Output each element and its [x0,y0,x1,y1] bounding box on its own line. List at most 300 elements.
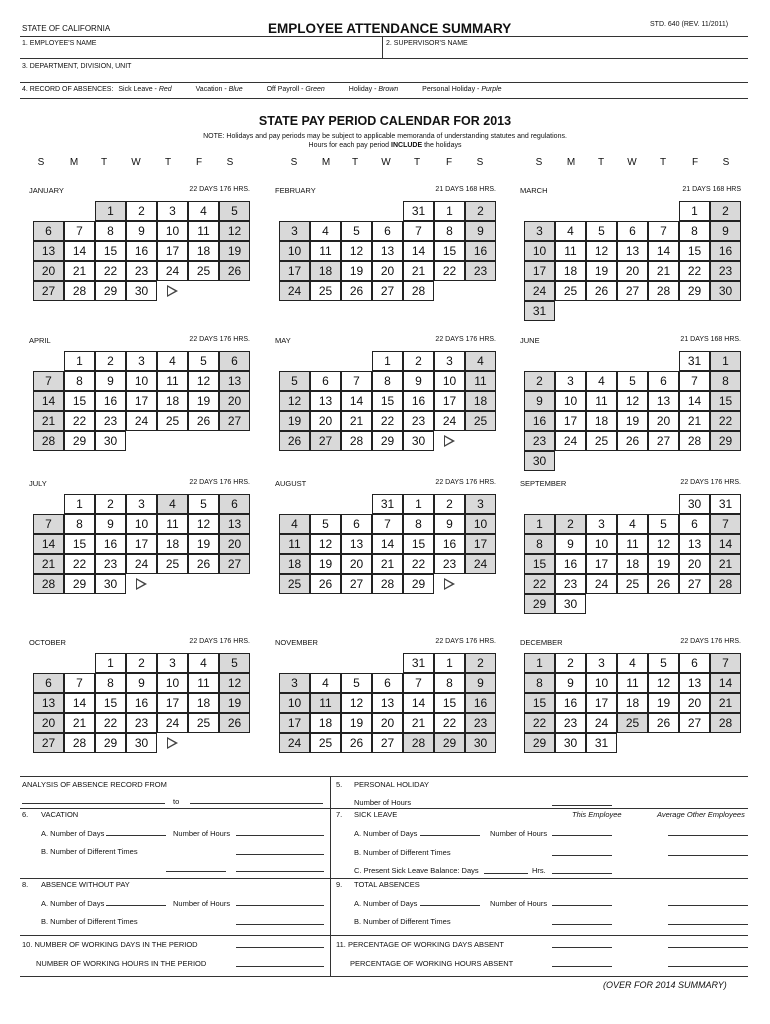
calendar-day: 25 [310,733,341,753]
calendar-day: 9 [555,673,586,693]
calendar-day: 14 [341,391,372,411]
calendar-day: 4 [555,221,586,241]
calendar-day: 3 [524,221,555,241]
calendar-day: 7 [341,371,372,391]
calendar-day: 12 [219,673,250,693]
dow-label: T [100,157,108,168]
calendar-day: 8 [434,221,465,241]
calendar-day: 11 [617,673,648,693]
calendar-day: 20 [33,261,64,281]
calendar-day: 8 [679,221,710,241]
calendar-day: 22 [372,411,403,431]
calendar-day: 23 [710,261,741,281]
month-days-hours: 22 DAYS 176 HRS. [189,479,250,486]
calendar-day: 29 [95,733,126,753]
calendar-day: 19 [219,241,250,261]
calendar-day: 14 [710,534,741,554]
calendar-day: 13 [341,534,372,554]
month-days-hours: 22 DAYS 176 HRS. [189,336,250,343]
calendar-day: 15 [524,693,555,713]
calendar-day: 5 [310,514,341,534]
calendar-day: 1 [64,351,95,371]
calendar-day: 1 [95,201,126,221]
calendar-day: 15 [403,534,434,554]
calendar-day: 7 [33,371,64,391]
calendar-day: 19 [648,554,679,574]
calendar-day: 8 [710,371,741,391]
total-hours-label: Number of Hours [490,899,548,908]
calendar-day: 27 [33,281,64,301]
calendar-day: 4 [617,653,648,673]
calendar-day: 27 [219,554,250,574]
calendar-day: 6 [679,514,710,534]
calendar-day: 17 [279,713,310,733]
month-days-hours: 21 DAYS 168 HRS. [680,336,741,343]
calendar-day: 19 [219,693,250,713]
calendar-day: 20 [679,554,710,574]
calendar-day: 3 [586,653,617,673]
calendar-day: 21 [33,554,64,574]
calendar-day: 30 [465,733,496,753]
calendar-day: 28 [403,733,434,753]
calendar-day: 23 [555,713,586,733]
calendar-day: 26 [219,713,250,733]
calendar-day: 17 [524,261,555,281]
calendar-day: 4 [188,653,219,673]
calendar-day: 27 [310,431,341,451]
sick-balance-label: C. Present Sick Leave Balance: Days [354,866,479,875]
calendar-day: 21 [403,261,434,281]
calendar-day: 10 [586,534,617,554]
calendar-day: 18 [465,391,496,411]
calendar-day: 5 [219,653,250,673]
calendar-day: 2 [555,514,586,534]
calendar-day: 7 [403,221,434,241]
calendar-day: 9 [465,673,496,693]
calendar-day: 11 [555,241,586,261]
dow-label: M [69,157,79,168]
calendar-day: 23 [95,554,126,574]
calendar-day: 24 [465,554,496,574]
calendar-day: 21 [372,554,403,574]
month-name: JUNE [520,336,540,345]
calendar-day: 20 [372,261,403,281]
calendar-day: 22 [64,554,95,574]
calendar-day: 7 [710,653,741,673]
calendar-day: 10 [586,673,617,693]
calendar-day: 6 [33,673,64,693]
calendar-day: 30 [524,451,555,471]
pct-hours-label: PERCENTAGE OF WORKING HOURS ABSENT [350,959,514,968]
calendar-day: 26 [188,554,219,574]
calendar-day: 30 [126,733,157,753]
calendar-day: 12 [279,391,310,411]
calendar-day: 9 [95,371,126,391]
calendar-day: 12 [648,673,679,693]
calendar-day: 9 [95,514,126,534]
calendar-day: 27 [219,411,250,431]
calendar-day: 25 [310,281,341,301]
calendar-day: 21 [648,261,679,281]
calendar-day: 30 [95,431,126,451]
calendar-day: 27 [33,733,64,753]
dow-label: F [195,157,203,168]
calendar-day: 18 [617,554,648,574]
calendar-day: 12 [188,514,219,534]
pay-period-arrow-icon [444,578,455,590]
calendar-day: 28 [710,574,741,594]
calendar-day: 16 [465,693,496,713]
calendar-day: 1 [524,514,555,534]
calendar-day: 20 [679,693,710,713]
calendar-day: 14 [33,391,64,411]
calendar-day: 15 [95,693,126,713]
calendar-day: 10 [279,241,310,261]
calendar-day: 5 [219,201,250,221]
month-days-hours: 22 DAYS 176 HRS. [680,479,741,486]
calendar-day: 9 [403,371,434,391]
average-other-label: Average Other Employees [657,810,745,819]
calendar-day: 8 [403,514,434,534]
dow-label: S [535,157,543,168]
calendar-day: 17 [126,534,157,554]
calendar-day: 20 [33,713,64,733]
calendar-day: 25 [555,281,586,301]
calendar-day: 25 [617,713,648,733]
calendar-day: 31 [403,201,434,221]
calendar-day: 7 [679,371,710,391]
state-label: STATE OF CALIFORNIA [22,24,111,33]
total-days-label: A. Number of Days [354,899,418,908]
calendar-day: 4 [310,221,341,241]
calendar-day: 19 [648,693,679,713]
month-name: AUGUST [275,479,307,488]
calendar-day: 30 [555,594,586,614]
calendar-day: 11 [157,514,188,534]
calendar-day: 22 [95,261,126,281]
calendar-day: 23 [465,261,496,281]
over-note: (OVER FOR 2014 SUMMARY) [603,980,727,990]
calendar-day: 14 [64,693,95,713]
calendar-day: 26 [310,574,341,594]
calendar-day: 3 [126,494,157,514]
calendar-day: 14 [372,534,403,554]
vacation-days-label: A. Number of Days [41,829,105,838]
dow-label: S [226,157,234,168]
calendar-day: 9 [555,534,586,554]
calendar-day: 18 [310,261,341,281]
calendar-day: 11 [279,534,310,554]
calendar-day: 24 [434,411,465,431]
calendar-day: 5 [648,514,679,534]
calendar-day: 19 [279,411,310,431]
calendar-day: 12 [586,241,617,261]
month-name: FEBRUARY [275,186,316,195]
calendar-day: 27 [341,574,372,594]
calendar-day: 11 [157,371,188,391]
calendar-day: 23 [95,411,126,431]
calendar-day: 9 [710,221,741,241]
calendar-day: 21 [64,713,95,733]
month-days-hours: 22 DAYS 176 HRS. [435,336,496,343]
calendar-day: 16 [95,391,126,411]
calendar-day: 18 [310,713,341,733]
calendar-day: 4 [279,514,310,534]
calendar-day: 12 [617,391,648,411]
calendar-day: 29 [679,281,710,301]
calendar-day: 25 [157,411,188,431]
calendar-day: 13 [648,391,679,411]
calendar-day: 29 [64,431,95,451]
month-days-hours: 22 DAYS 176 HRS. [435,479,496,486]
calendar-day: 29 [64,574,95,594]
calendar-day: 30 [679,494,710,514]
awp-hours-label: Number of Hours [173,899,231,908]
calendar-day: 8 [434,673,465,693]
calendar-day: 25 [188,261,219,281]
calendar-day: 21 [341,411,372,431]
sick-times-label: B. Number of Different Times [354,848,451,857]
calendar-day: 4 [157,494,188,514]
calendar-day: 23 [434,554,465,574]
form-title: EMPLOYEE ATTENDANCE SUMMARY [268,21,512,36]
calendar-day: 28 [372,574,403,594]
calendar-note: NOTE: Holidays and pay periods may be subject to applicable memoranda of understanding statutes and regulations. [203,133,567,140]
calendar-day: 27 [372,733,403,753]
calendar-day: 17 [555,411,586,431]
calendar-day: 12 [648,534,679,554]
calendar-day: 3 [434,351,465,371]
calendar-day: 1 [403,494,434,514]
pay-period-arrow-icon [167,285,178,297]
calendar-day: 26 [648,713,679,733]
calendar-day: 13 [372,693,403,713]
calendar-day: 6 [617,221,648,241]
month-days-hours: 21 DAYS 168 HRS [682,186,741,193]
calendar-day: 13 [679,534,710,554]
calendar-day: 3 [555,371,586,391]
calendar-day: 14 [679,391,710,411]
calendar-day: 22 [710,411,741,431]
calendar-day: 15 [710,391,741,411]
month-days-hours: 22 DAYS 176 HRS. [435,638,496,645]
calendar-day: 1 [64,494,95,514]
calendar-day: 7 [710,514,741,534]
calendar-day: 14 [403,241,434,261]
calendar-day: 21 [679,411,710,431]
calendar-day: 30 [403,431,434,451]
calendar-day: 1 [434,201,465,221]
total-absences-label: TOTAL ABSENCES [354,880,420,889]
calendar-day: 31 [403,653,434,673]
calendar-day: 8 [64,514,95,534]
calendar-day: 19 [617,411,648,431]
calendar-day: 12 [341,693,372,713]
calendar-day: 7 [64,221,95,241]
calendar-day: 9 [126,221,157,241]
calendar-day: 31 [679,351,710,371]
calendar-day: 6 [33,221,64,241]
calendar-day: 1 [710,351,741,371]
calendar-day: 3 [157,201,188,221]
calendar-day: 2 [95,494,126,514]
calendar-day: 19 [341,261,372,281]
calendar-day: 18 [157,391,188,411]
calendar-day: 2 [95,351,126,371]
dow-label: S [722,157,730,168]
pay-period-arrow-icon [444,435,455,447]
calendar-day: 28 [33,431,64,451]
calendar-day: 9 [524,391,555,411]
calendar-day: 17 [157,241,188,261]
calendar-day: 6 [341,514,372,534]
calendar-day: 25 [188,713,219,733]
calendar-day: 16 [434,534,465,554]
calendar-day: 15 [679,241,710,261]
calendar-day: 25 [279,574,310,594]
calendar-day: 21 [33,411,64,431]
calendar-day: 4 [310,673,341,693]
calendar-day: 1 [679,201,710,221]
calendar-day: 29 [95,281,126,301]
calendar-day: 11 [617,534,648,554]
calendar-day: 8 [95,221,126,241]
month-name: APRIL [29,336,51,345]
calendar-day: 18 [555,261,586,281]
calendar-day: 14 [33,534,64,554]
calendar-day: 19 [188,391,219,411]
calendar-day: 10 [524,241,555,261]
calendar-day: 7 [372,514,403,534]
calendar-day: 21 [710,554,741,574]
calendar-day: 17 [465,534,496,554]
month-days-hours: 21 DAYS 168 HRS. [435,186,496,193]
month-name: JANUARY [29,186,64,195]
calendar-day: 5 [341,673,372,693]
calendar-day: 20 [617,261,648,281]
calendar-day: 13 [372,241,403,261]
calendar-day: 22 [64,411,95,431]
calendar-day: 25 [617,574,648,594]
calendar-day: 16 [403,391,434,411]
calendar-day: 26 [219,261,250,281]
record-of-absences: 4. RECORD OF ABSENCES: Sick Leave - Red Vacation - Blue Off Payroll - Green Holiday - Brown Personal Holiday - Purple [22,86,502,93]
calendar-day: 5 [341,221,372,241]
awp-days-label: A. Number of Days [41,899,105,908]
dow-label: T [164,157,172,168]
calendar-day: 9 [465,221,496,241]
vacation-label: VACATION [41,810,79,819]
calendar-day: 26 [341,281,372,301]
calendar-day: 11 [586,391,617,411]
calendar-day: 13 [679,673,710,693]
calendar-day: 30 [710,281,741,301]
calendar-day: 13 [33,693,64,713]
calendar-day: 30 [95,574,126,594]
calendar-day: 27 [679,574,710,594]
calendar-day: 18 [279,554,310,574]
calendar-day: 18 [586,411,617,431]
calendar-day: 10 [555,391,586,411]
calendar-day: 12 [310,534,341,554]
calendar-day: 26 [648,574,679,594]
analysis-title: ANALYSIS OF ABSENCE RECORD FROM [22,780,167,789]
calendar-day: 6 [679,653,710,673]
calendar-day: 19 [586,261,617,281]
calendar-day: 18 [617,693,648,713]
calendar-day: 5 [279,371,310,391]
this-employee-label: This Employee [572,810,622,819]
calendar-day: 16 [126,241,157,261]
month-name: JULY [29,479,47,488]
calendar-day: 28 [648,281,679,301]
calendar-day: 16 [95,534,126,554]
dow-label: S [290,157,298,168]
calendar-day: 24 [555,431,586,451]
calendar-day: 7 [648,221,679,241]
calendar-day: 7 [33,514,64,534]
calendar-day: 22 [524,574,555,594]
sick-days-label: A. Number of Days [354,829,418,838]
dow-label: W [131,157,141,168]
calendar-day: 22 [524,713,555,733]
calendar-day: 4 [157,351,188,371]
calendar-day: 11 [310,241,341,261]
calendar-day: 15 [524,554,555,574]
working-days-label: 10. NUMBER OF WORKING DAYS IN THE PERIOD [22,940,198,949]
calendar-day: 24 [157,261,188,281]
calendar-day: 9 [126,673,157,693]
calendar-day: 13 [33,241,64,261]
calendar-note-hours: Hours for each pay period INCLUDE the holidays [308,142,462,149]
calendar-day: 4 [465,351,496,371]
calendar-day: 20 [372,713,403,733]
calendar-day: 7 [403,673,434,693]
calendar-day: 30 [126,281,157,301]
calendar-day: 1 [434,653,465,673]
calendar-day: 12 [219,221,250,241]
sick-hours-label: Number of Hours [490,829,548,838]
calendar-day: 13 [617,241,648,261]
calendar-day: 14 [710,673,741,693]
calendar-day: 11 [188,673,219,693]
calendar-day: 28 [33,574,64,594]
calendar-day: 10 [279,693,310,713]
calendar-day: 22 [679,261,710,281]
calendar-day: 15 [64,534,95,554]
calendar-day: 23 [465,713,496,733]
calendar-day: 29 [434,733,465,753]
calendar-day: 8 [524,673,555,693]
awp-label: ABSENCE WITHOUT PAY [41,880,130,889]
calendar-day: 3 [126,351,157,371]
sick-leave-label: SICK LEAVE [354,810,398,819]
calendar-day: 28 [710,713,741,733]
pay-period-arrow-icon [136,578,147,590]
calendar-day: 26 [586,281,617,301]
calendar-day: 3 [465,494,496,514]
calendar-day: 13 [310,391,341,411]
personal-holiday-label: PERSONAL HOLIDAY [354,780,430,789]
calendar-day: 24 [157,713,188,733]
calendar-day: 31 [586,733,617,753]
calendar-day: 23 [403,411,434,431]
to-label: to [173,797,180,806]
form-number: STD. 640 (REV. 11/2011) [650,21,729,28]
calendar-day: 24 [126,554,157,574]
calendar-day: 26 [188,411,219,431]
calendar-day: 26 [617,431,648,451]
